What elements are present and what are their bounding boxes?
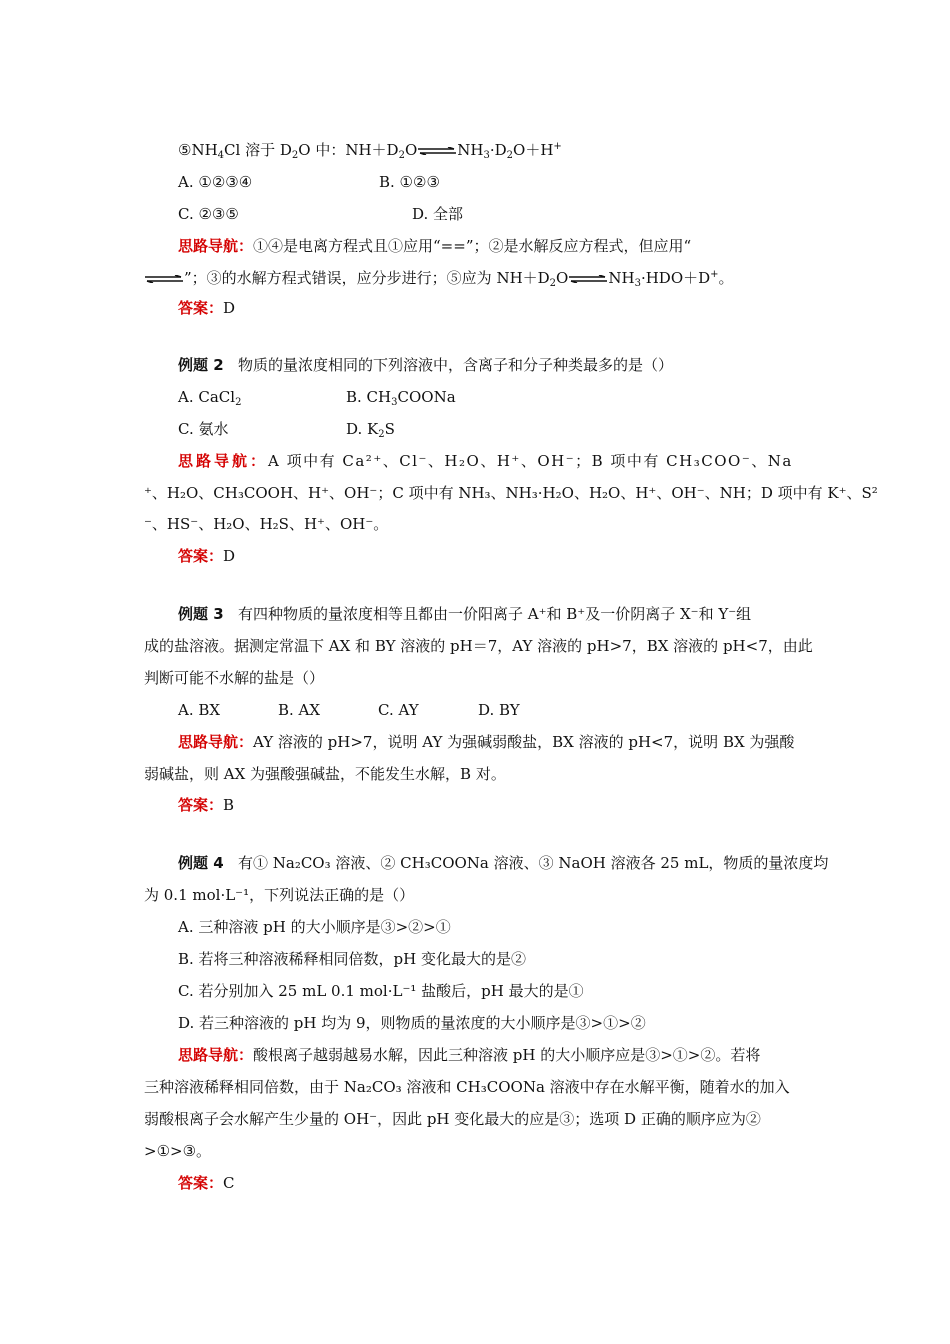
answer: 答案：D	[178, 547, 236, 565]
answer-label: 答案：	[178, 1174, 224, 1192]
answer-label: 答案：	[178, 547, 224, 565]
solution-guide: 思路导航：①④是电离方程式且①应用“==”；②是水解反应方程式，但应用“	[178, 237, 692, 255]
example-label: 例题 4	[178, 854, 224, 872]
solution-guide: 思路导航：A 项中有 Ca²⁺、Cl⁻、H₂O、H⁺、OH⁻；B 项中有 CH₃COO⁻、Na	[178, 452, 793, 470]
solution-guide-line2: 三种溶液稀释相同倍数，由于 Na₂CO₃ 溶液和 CH₃COONa 溶液中存在水解平衡，随着水的加入	[144, 1078, 790, 1096]
solution-guide-label: 思路导航：	[178, 733, 254, 751]
option-a: A. 三种溶液 pH 的大小顺序是③>②>①	[178, 918, 451, 936]
solution-guide-label: 思路导航：	[178, 452, 269, 470]
option-a: A. CaCl$_2$	[178, 388, 242, 408]
option-c: C. AY	[378, 701, 419, 719]
example-4-question-line2: 为 0.1 mol·L⁻¹，下列说法正确的是（）	[144, 886, 415, 904]
option-c: C. 若分别加入 25 mL 0.1 mol·L⁻¹ 盐酸后，pH 最大的是①	[178, 982, 584, 1000]
option-d: D. BY	[478, 701, 520, 719]
option-d: D. 全部	[412, 205, 464, 223]
option-c: C. ②③⑤	[178, 205, 239, 223]
equilibrium-arrow-icon	[418, 147, 456, 155]
solution-guide: 思路导航：酸根离子越弱越易水解，因此三种溶液 pH 的大小顺序应是③>①>②。若将	[178, 1046, 761, 1064]
answer-label: 答案：	[178, 796, 224, 814]
answer: 答案：C	[178, 1174, 235, 1192]
option-b: B. ①②③	[379, 173, 440, 191]
solution-guide-line4: >①>③。	[144, 1142, 212, 1160]
equilibrium-arrow-icon	[145, 275, 183, 283]
solution-guide-label: 思路导航：	[178, 1046, 254, 1064]
answer: 答案：D	[178, 299, 236, 317]
solution-guide-line2: ⁺、H₂O、CH₃COOH、H⁺、OH⁻；C 项中有 NH₃、NH₃·H₂O、H₂O、H⁺、OH⁻、NH；D 项中有 K⁺、S²	[144, 484, 878, 502]
example-3-question-line3: 判断可能不水解的盐是（）	[144, 669, 325, 687]
equilibrium-arrow-icon	[569, 275, 607, 283]
option-a: A. BX	[178, 701, 221, 719]
solution-guide-label: 思路导航：	[178, 237, 254, 255]
solution-guide-line2: ”；③的水解方程式错误，应分步进行；⑤应为 $NH+D_2O$ $NH_3\cdot HDO+D^+$。	[144, 268, 734, 288]
option-b: B. $CH_3COONa$	[346, 388, 456, 408]
example-3-question-line2: 成的盐溶液。据测定常温下 AX 和 BY 溶液的 pH＝7，AY 溶液的 pH>7，BX 溶液的 pH<7，由此	[144, 637, 813, 655]
answer-label: 答案：	[178, 299, 224, 317]
solution-guide-line3: ⁻、HS⁻、H₂O、H₂S、H⁺、OH⁻。	[144, 515, 389, 533]
option-c: C. 氨水	[178, 420, 229, 438]
example-label: 例题 2	[178, 356, 224, 374]
solution-guide: 思路导航：AY 溶液的 pH>7，说明 AY 为强碱弱酸盐，BX 溶液的 pH<7，说明 BX 为强酸	[178, 733, 795, 751]
example-label: 例题 3	[178, 605, 224, 623]
option-b: B. 若将三种溶液稀释相同倍数，pH 变化最大的是②	[178, 950, 527, 968]
option-d: D. 若三种溶液的 pH 均为 9，则物质的量浓度的大小顺序是③>①>②	[178, 1014, 646, 1032]
option-a: A. ①②③④	[178, 173, 253, 191]
solution-guide-line2: 弱碱盐，则 AX 为强酸强碱盐，不能发生水解，B 对。	[144, 765, 506, 783]
example-3-question: 例题 3 有四种物质的量浓度相等且都由一价阳离子 A⁺和 B⁺及一价阴离子 X⁻和 Y⁻组	[178, 605, 752, 623]
example-2-question: 例题 2 物质的量浓度相同的下列溶液中，含离子和分子种类最多的是（）	[178, 356, 673, 374]
option-d: D. $K_2S$	[346, 420, 395, 440]
option-b: B. AX	[278, 701, 321, 719]
equation-item-5: $⑤NH_4Cl$ 溶于 $D_2O$ 中：$NH+D_2O$ $NH_3\cdot D_2O+H^+$	[178, 141, 562, 161]
example-4-question: 例题 4 有① Na₂CO₃ 溶液、② CH₃COONa 溶液、③ NaOH 溶液各 25 mL，物质的量浓度均	[178, 854, 829, 872]
answer: 答案：B	[178, 796, 235, 814]
solution-guide-line3: 弱酸根离子会水解产生少量的 OH⁻，因此 pH 变化最大的应是③；选项 D 正确的顺序应为②	[144, 1110, 761, 1128]
